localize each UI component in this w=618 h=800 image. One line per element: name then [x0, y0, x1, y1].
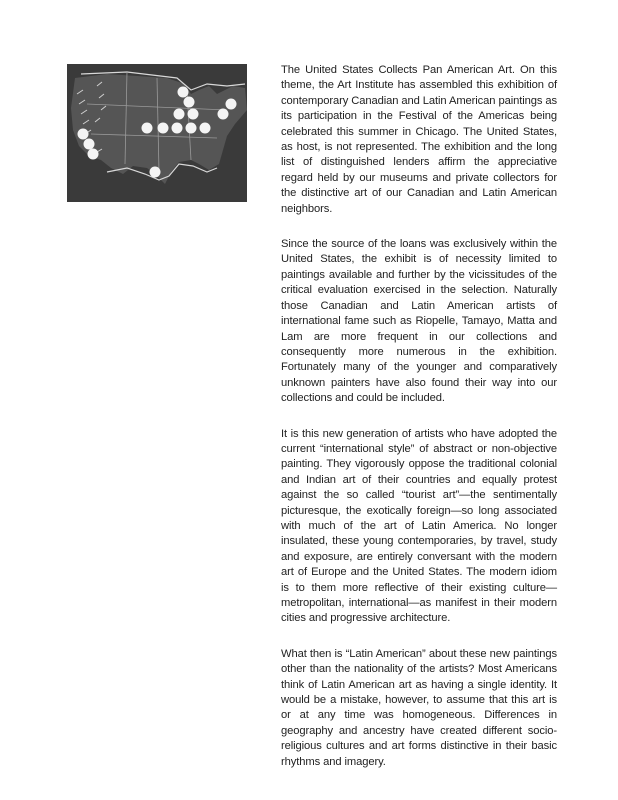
city-marker: [188, 109, 199, 120]
paragraph-loans: Since the source of the loans was exclusively within the United States, the exhibit is of necessity limited to paintings available and further by the vicissitudes of the critical evaluation exercised in the selection. Naturally those Canadian and Latin American artists of international fame such as Riopelle, Tamayo, Matta and Lam are more frequent in our collections and consequently more numerous in the exhibition. Fortunately many of the younger and comparatively unknown painters have also found their way into our collections and could be included.: [281, 238, 557, 405]
paragraph-latin-american-identity: What then is “Latin American” about these new paintings other than the nationality of the artists? Most Americans think of Latin American art as having a single identity. It would be a mistake, however, to assume that this art is or at any time was homogeneous. Differences in geography and ancestry have created different socio-religious cultures and art forms distinctive in their basic rhythms and imagery.: [281, 647, 557, 768]
city-marker: [172, 123, 183, 134]
city-marker: [158, 123, 169, 134]
paragraph-new-generation: It is this new generation of artists who have adopted the current “international style” of abstract or non-objective painting. They vigorously oppose the traditional colonial and Indian art of their countries and equally protest against the so called “tourist art”—the sentimentally picturesque, the exotically foreign—so long associated with much of the art of Latin America. No longer insulated, these young contemporaries, by travel, study and exposure, are entirely conversant with the modern art of Europe and the United States. The modern idiom is to them more reflective of their existing culture—metropolitan, international—as manifest in their modern cities and progressive architecture.: [281, 427, 557, 625]
city-marker: [142, 123, 153, 134]
city-marker: [186, 123, 197, 134]
body-text-column: [281, 63, 557, 790]
city-marker: [84, 139, 95, 150]
city-marker: [226, 99, 237, 110]
city-marker: [150, 167, 161, 178]
city-marker: [78, 129, 89, 140]
city-marker: [88, 149, 99, 160]
city-marker: [218, 109, 229, 120]
city-marker: [178, 87, 189, 98]
us-map-figure: [67, 64, 247, 202]
city-marker: [200, 123, 211, 134]
map-icon: [67, 64, 247, 202]
city-marker: [174, 109, 185, 120]
city-marker: [184, 97, 195, 108]
paragraph-intro: The United States Collects Pan American Art. On this theme, the Art Institute has assembled this exhibition of contemporary Canadian and Latin American paintings as its participation in the Festival of the Americas being celebrated this summer in Chicago. The United States, as host, is not represented. The exhibition and the long list of distinguished lenders affirm the appreciative regard held by our museums and private collectors for the distinctive art of our Canadian and Latin American neighbors.: [281, 64, 557, 215]
